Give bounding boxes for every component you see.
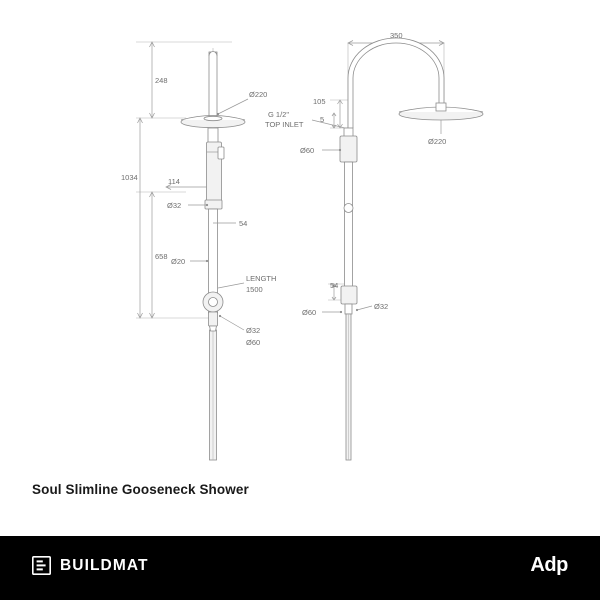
front-elevation-view <box>121 42 276 460</box>
label-dia-220-side: Ø220 <box>428 137 447 146</box>
label-dia-220-front: Ø220 <box>249 90 268 99</box>
label-dia-20: Ø20 <box>171 257 186 266</box>
label-length-value: 1500 <box>246 285 263 294</box>
buildmat-brand <box>32 556 149 575</box>
label-dim-54: 54 <box>239 219 248 228</box>
label-dim-105: 105 <box>313 97 326 106</box>
label-dim-54-side: 54 <box>330 281 339 290</box>
side-elevation-view <box>265 31 483 460</box>
page-title: Soul Slimline Gooseneck Shower <box>32 482 249 497</box>
label-dia-32-lower: Ø32 <box>246 326 261 335</box>
label-dia-60-side: Ø60 <box>302 308 317 317</box>
label-dim-1034: 1034 <box>121 173 138 182</box>
label-inlet-thread: G 1/2" <box>268 110 290 119</box>
label-length: LENGTH <box>246 274 277 283</box>
label-dia-32-upper: Ø32 <box>167 201 182 210</box>
label-dim-248: 248 <box>155 76 168 85</box>
label-dia-60-lower: Ø60 <box>246 338 261 347</box>
label-dim-5: 5 <box>320 115 325 124</box>
label-inlet-position: TOP INLET <box>265 120 304 129</box>
label-dim-114: 114 <box>168 177 180 186</box>
buildmat-wordmark: BUILDMAT <box>60 556 149 574</box>
label-dim-350: 350 <box>390 31 403 40</box>
adp-wordmark: Adp <box>530 554 568 576</box>
label-dia-32-side: Ø32 <box>374 302 389 311</box>
label-dim-658: 658 <box>155 252 168 261</box>
buildmat-logo-icon <box>32 556 51 575</box>
label-dia-60-upper: Ø60 <box>300 146 315 155</box>
